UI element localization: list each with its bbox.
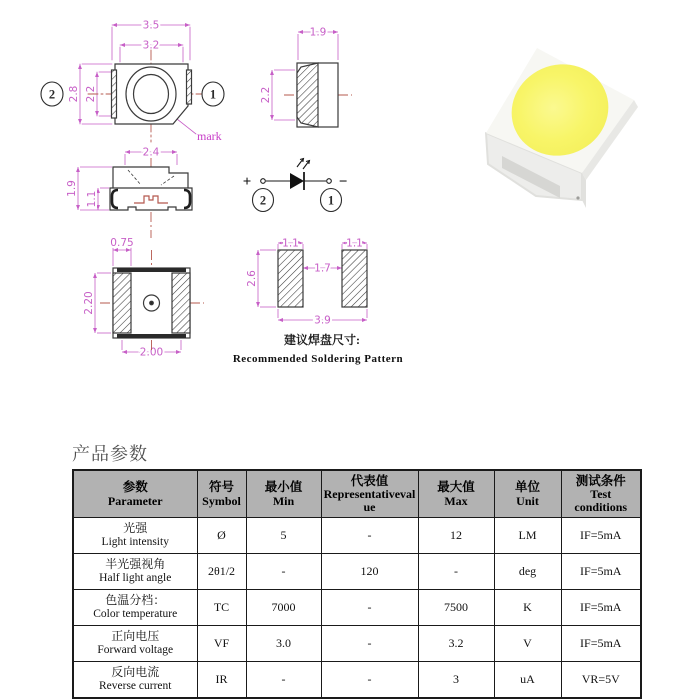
param-cell: 反向电流 Reverse current	[73, 662, 197, 699]
value-cell-symbol: VF	[197, 626, 246, 662]
value-cell-min: 3.0	[246, 626, 321, 662]
table-row	[73, 626, 641, 662]
table-header-cell: 参数 Parameter	[73, 470, 197, 518]
header-row	[73, 470, 641, 518]
table-header-cell: 代表值 Representativevalue	[321, 470, 418, 518]
table-header-cell: 单位 Unit	[494, 470, 561, 518]
table-row	[73, 518, 641, 554]
pin-1-bubble-circuit	[321, 189, 342, 212]
svg-text:2: 2	[48, 87, 56, 102]
value-cell-min: -	[246, 554, 321, 590]
value-cell-max: 12	[418, 518, 494, 554]
param-cell: 正向电压 Forward voltage	[73, 626, 197, 662]
value-cell-symbol: Ø	[197, 518, 246, 554]
value-cell-cond: IF=5mA	[561, 626, 641, 662]
param-cell: 色温分档： Color temperature	[73, 590, 197, 626]
value-cell-max: 7500	[418, 590, 494, 626]
dim-1-9-front: 1.9	[66, 180, 78, 197]
value-cell-rep: 120	[321, 554, 418, 590]
circuit-symbol	[243, 159, 348, 212]
dim-2-2: 2.2	[85, 85, 97, 103]
pin-1-bubble	[202, 82, 224, 106]
dim-3-5: 3.5	[142, 19, 160, 32]
diode-icon	[290, 173, 304, 189]
soldering-pattern	[233, 238, 403, 366]
value-cell-rep: -	[321, 626, 418, 662]
svg-text:1: 1	[327, 193, 335, 208]
value-cell-rep: -	[321, 662, 418, 699]
param-table	[72, 469, 642, 699]
table-header-cell: 最小值 Min	[246, 470, 321, 518]
dim-2-4: 2.4	[142, 146, 160, 159]
value-cell-min: 5	[246, 518, 321, 554]
table-row	[73, 590, 641, 626]
dim-2-6: 2.6	[246, 270, 258, 287]
led-photo	[462, 28, 697, 228]
pin-2-bubble	[41, 82, 63, 106]
dim-2-8: 2.8	[68, 85, 80, 103]
value-cell-cond: IF=5mA	[561, 518, 641, 554]
solder-caption-en: Recommended Soldering Pattern	[232, 353, 404, 365]
value-cell-max: -	[418, 554, 494, 590]
minus-sign: −	[338, 174, 348, 190]
value-cell-rep: -	[321, 518, 418, 554]
dim-1-1-right: 1.1	[346, 237, 363, 250]
dim-2-00: 2.00	[139, 346, 164, 359]
value-cell-symbol: IR	[197, 662, 246, 699]
dim-1-7: 1.7	[314, 262, 331, 275]
value-cell-unit: deg	[494, 554, 561, 590]
value-cell-cond: IF=5mA	[561, 554, 641, 590]
svg-text:1: 1	[209, 87, 217, 102]
value-cell-min: 7000	[246, 590, 321, 626]
value-cell-unit: LM	[494, 518, 561, 554]
dim-0-75: 0.75	[110, 237, 134, 249]
param-cell: 半光强视角 Half light angle	[73, 554, 197, 590]
value-cell-cond: VR=5V	[561, 662, 641, 699]
pin-2-bubble-circuit	[253, 189, 274, 212]
table-header-cell: 测试条件 Test conditions	[561, 470, 641, 518]
plus-sign: +	[242, 174, 252, 190]
value-cell-symbol: 2θ1/2	[197, 554, 246, 590]
dim-3-2: 3.2	[142, 39, 160, 52]
value-cell-unit: V	[494, 626, 561, 662]
dim-2-2-side: 2.2	[260, 86, 272, 104]
param-table-body	[73, 518, 641, 699]
value-cell-unit: K	[494, 590, 561, 626]
dim-3-9: 3.9	[314, 314, 331, 327]
dim-1-1-left: 1.1	[282, 237, 299, 250]
table-row	[73, 554, 641, 590]
param-table-head	[73, 470, 641, 518]
solder-caption-zh: 建议焊盘尺寸:	[284, 333, 360, 347]
side-view	[260, 27, 352, 128]
value-cell-min: -	[246, 662, 321, 699]
table-row	[73, 662, 641, 699]
svg-text:2: 2	[259, 193, 267, 208]
front-view	[66, 147, 192, 239]
table-header-cell: 符号 Symbol	[197, 470, 246, 518]
param-cell: 光强 Light intensity	[73, 518, 197, 554]
value-cell-max: 3.2	[418, 626, 494, 662]
dim-1-9: 1.9	[309, 26, 327, 39]
top-view	[41, 20, 224, 144]
value-cell-unit: uA	[494, 662, 561, 699]
dim-1-1: 1.1	[86, 190, 98, 208]
bottom-view	[83, 237, 204, 359]
section-title: 产品参数	[72, 444, 148, 464]
table-header-cell: 最大值 Max	[418, 470, 494, 518]
value-cell-symbol: TC	[197, 590, 246, 626]
value-cell-cond: IF=5mA	[561, 590, 641, 626]
value-cell-rep: -	[321, 590, 418, 626]
mark-label: mark	[197, 129, 222, 143]
dim-2-20: 2.20	[83, 291, 95, 315]
value-cell-max: 3	[418, 662, 494, 699]
technical-drawing	[0, 0, 440, 400]
